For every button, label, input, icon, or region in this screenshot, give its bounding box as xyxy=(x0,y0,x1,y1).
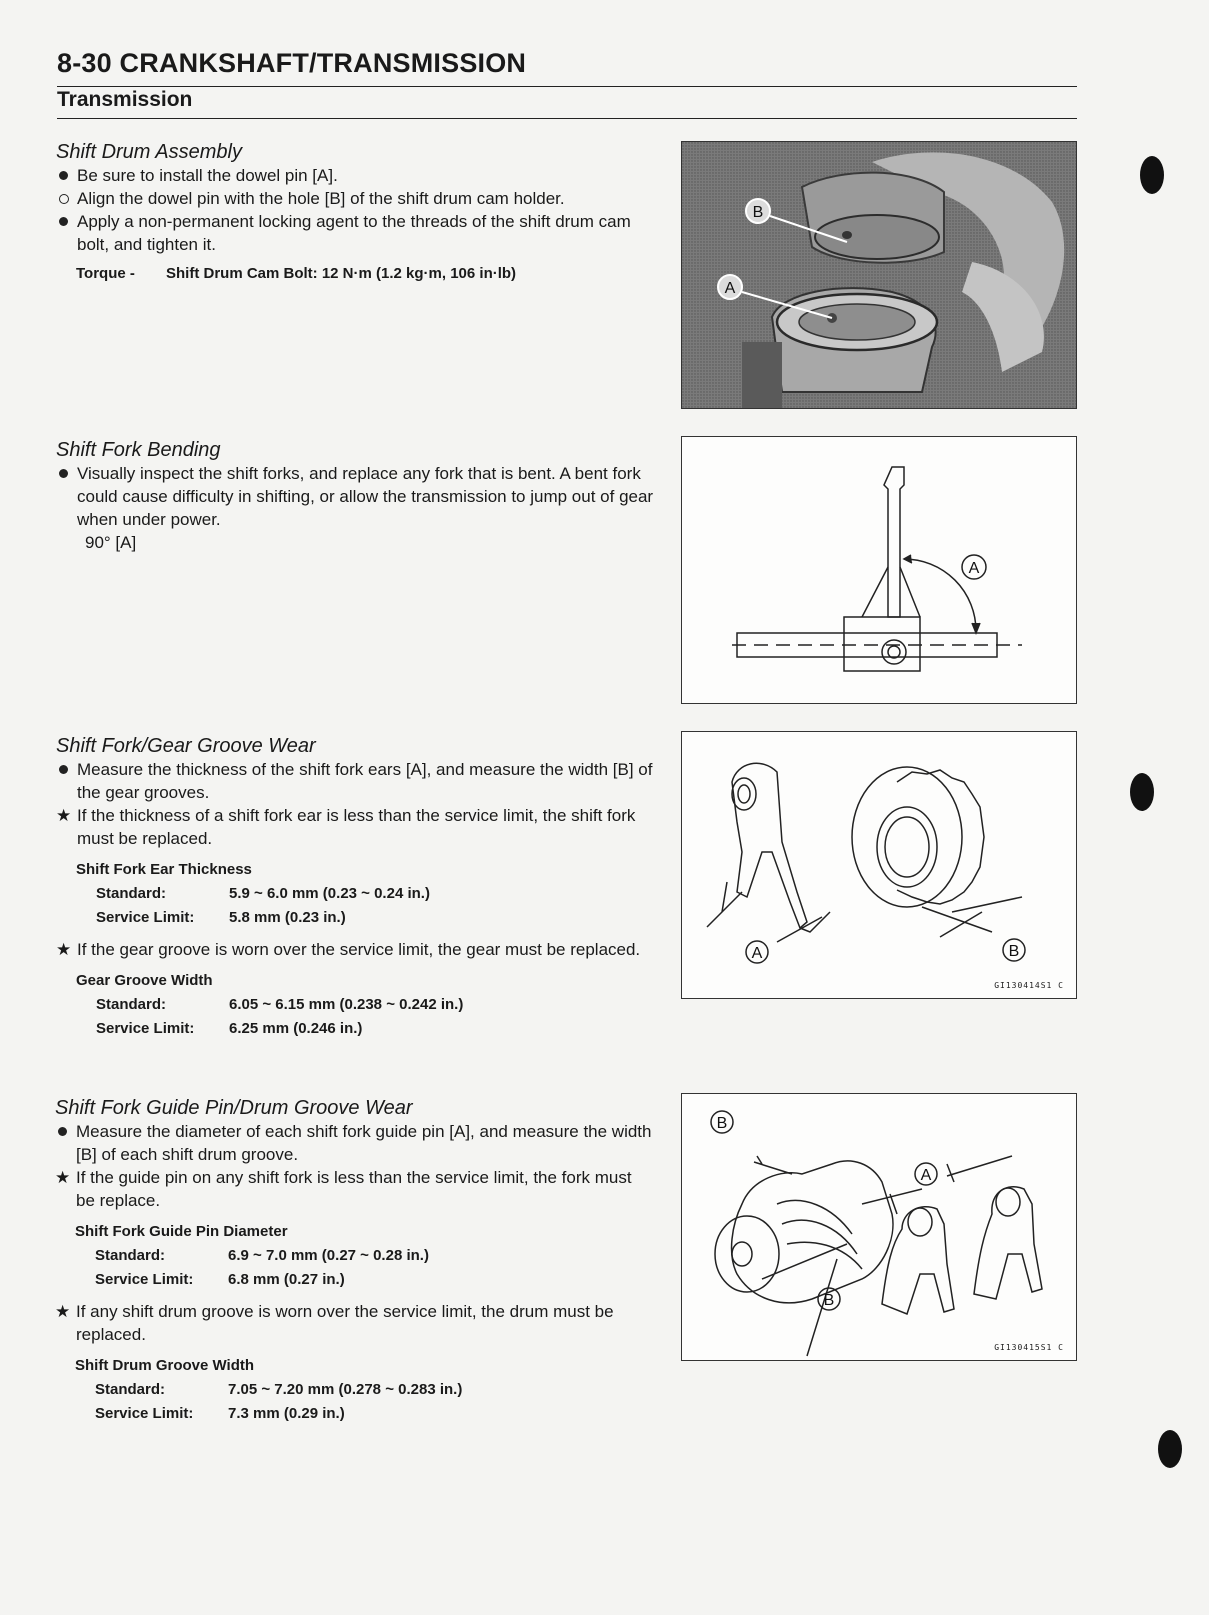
callout-a: A xyxy=(724,280,736,297)
spec-title: Shift Fork Ear Thickness xyxy=(76,861,252,878)
binder-hole-bottom xyxy=(1158,1430,1182,1468)
section-fork-bending xyxy=(56,439,656,554)
binder-hole-middle xyxy=(1130,773,1154,811)
item-text: Measure the diameter of each shift fork guide pin [A], and measure the width [B] of each shift drum groove. xyxy=(76,1122,652,1164)
spec-block xyxy=(55,1354,655,1426)
spec-label: Service Limit: xyxy=(96,1020,195,1037)
spec-value: 5.8 mm (0.23 in.) xyxy=(229,909,346,926)
list-item xyxy=(56,210,656,256)
figure-code: GI130415S1 C xyxy=(994,1343,1064,1352)
list-item xyxy=(55,1300,655,1346)
spec-label: Service Limit: xyxy=(95,1271,194,1288)
figure-drum-forks xyxy=(681,1093,1077,1361)
callout-b: B xyxy=(752,204,764,221)
spec-value: 6.05 ~ 6.15 mm (0.238 ~ 0.242 in.) xyxy=(229,996,464,1013)
item-text: If any shift drum groove is worn over the service limit, the drum must be replaced. xyxy=(76,1302,614,1344)
item-text: Measure the thickness of the shift fork ears [A], and measure the width [B] of the gear grooves. xyxy=(77,760,653,802)
item-text: If the guide pin on any shift fork is less than the service limit, the fork must be replace. xyxy=(76,1168,632,1210)
page-title: 8-30 CRANKSHAFT/TRANSMISSION xyxy=(57,48,527,78)
torque-spec xyxy=(56,262,656,286)
item-text: Apply a non-permanent locking agent to the threads of the shift drum cam bolt, and tighten it. xyxy=(77,212,631,254)
section-pin-wear xyxy=(55,1097,655,1426)
spec-value: 5.9 ~ 6.0 mm (0.23 ~ 0.24 in.) xyxy=(229,885,430,902)
spec-label: Service Limit: xyxy=(95,1405,194,1422)
star-icon: ★ xyxy=(55,1168,71,1187)
section-heading: Shift Fork Bending xyxy=(56,439,221,461)
section-heading: Shift Fork Guide Pin/Drum Groove Wear xyxy=(55,1097,413,1119)
spec-title: Shift Drum Groove Width xyxy=(75,1357,255,1374)
item-text: Align the dowel pin with the hole [B] of the shift drum cam holder. xyxy=(77,189,565,208)
spec-value: 6.9 ~ 7.0 mm (0.27 ~ 0.28 in.) xyxy=(228,1247,429,1264)
list-item xyxy=(56,462,656,531)
figure-photo-dowel-pin xyxy=(681,141,1077,409)
torque-label: Torque - xyxy=(76,265,135,282)
spec-label: Standard: xyxy=(96,885,167,902)
list-item xyxy=(55,1166,655,1212)
spec-label: Standard: xyxy=(95,1381,166,1398)
spec-block xyxy=(56,858,656,930)
title-rule xyxy=(57,86,1077,87)
torque-value: Shift Drum Cam Bolt: 12 N·m (1.2 kg·m, 106 in·lb) xyxy=(166,265,517,282)
list-item xyxy=(56,187,656,210)
list-item xyxy=(56,758,656,804)
list-item xyxy=(56,164,656,187)
callout-b-lower: B xyxy=(823,1292,835,1309)
item-text: Be sure to install the dowel pin [A]. xyxy=(77,166,338,185)
star-icon: ★ xyxy=(56,806,72,825)
callout-b: B xyxy=(716,1115,728,1132)
spec-block xyxy=(55,1220,655,1292)
fork-bend-diagram xyxy=(682,437,1076,703)
binder-hole-top xyxy=(1140,156,1164,194)
callout-a: A xyxy=(920,1167,932,1184)
section-subtitle: Transmission xyxy=(57,88,193,111)
section-drum-assembly xyxy=(56,141,656,286)
star-icon: ★ xyxy=(55,1302,71,1321)
spec-value: 7.3 mm (0.29 in.) xyxy=(228,1405,345,1422)
section-heading: Shift Drum Assembly xyxy=(56,141,242,163)
photo-illustration xyxy=(682,142,1076,408)
spec-label: Standard: xyxy=(95,1247,166,1264)
item-text: If the gear groove is worn over the service limit, the gear must be replaced. xyxy=(77,940,641,959)
section-heading: Shift Fork/Gear Groove Wear xyxy=(56,735,316,757)
list-item xyxy=(56,938,656,961)
star-icon: ★ xyxy=(56,940,72,959)
fork-gear-diagram xyxy=(682,732,1076,998)
list-item xyxy=(55,1120,655,1166)
callout-a: A xyxy=(751,945,763,962)
callout-b: B xyxy=(1008,943,1020,960)
callout-a: A xyxy=(968,560,980,577)
spec-label: Service Limit: xyxy=(96,909,195,926)
angle-note: 90° [A] xyxy=(85,533,137,552)
spec-title: Gear Groove Width xyxy=(76,972,213,989)
item-text: Visually inspect the shift forks, and replace any fork that is bent. A bent fork could cause difficulty in shifting, or allow the transmission to jump out of gear when under power. xyxy=(77,464,654,529)
spec-title: Shift Fork Guide Pin Diameter xyxy=(75,1223,288,1240)
subtitle-rule xyxy=(57,118,1077,119)
item-text: If the thickness of a shift fork ear is less than the service limit, the shift fork must be replaced. xyxy=(77,806,636,848)
spec-value: 6.25 mm (0.246 in.) xyxy=(229,1020,363,1037)
spec-value: 7.05 ~ 7.20 mm (0.278 ~ 0.283 in.) xyxy=(228,1381,463,1398)
figure-code: GI130414S1 C xyxy=(994,981,1064,990)
figure-fork-gear xyxy=(681,731,1077,999)
drum-forks-diagram xyxy=(682,1094,1076,1360)
figure-fork-bend xyxy=(681,436,1077,704)
spec-block xyxy=(56,969,656,1041)
list-item xyxy=(56,804,656,850)
spec-value: 6.8 mm (0.27 in.) xyxy=(228,1271,345,1288)
section-groove-wear xyxy=(56,735,656,1041)
spec-label: Standard: xyxy=(96,996,167,1013)
